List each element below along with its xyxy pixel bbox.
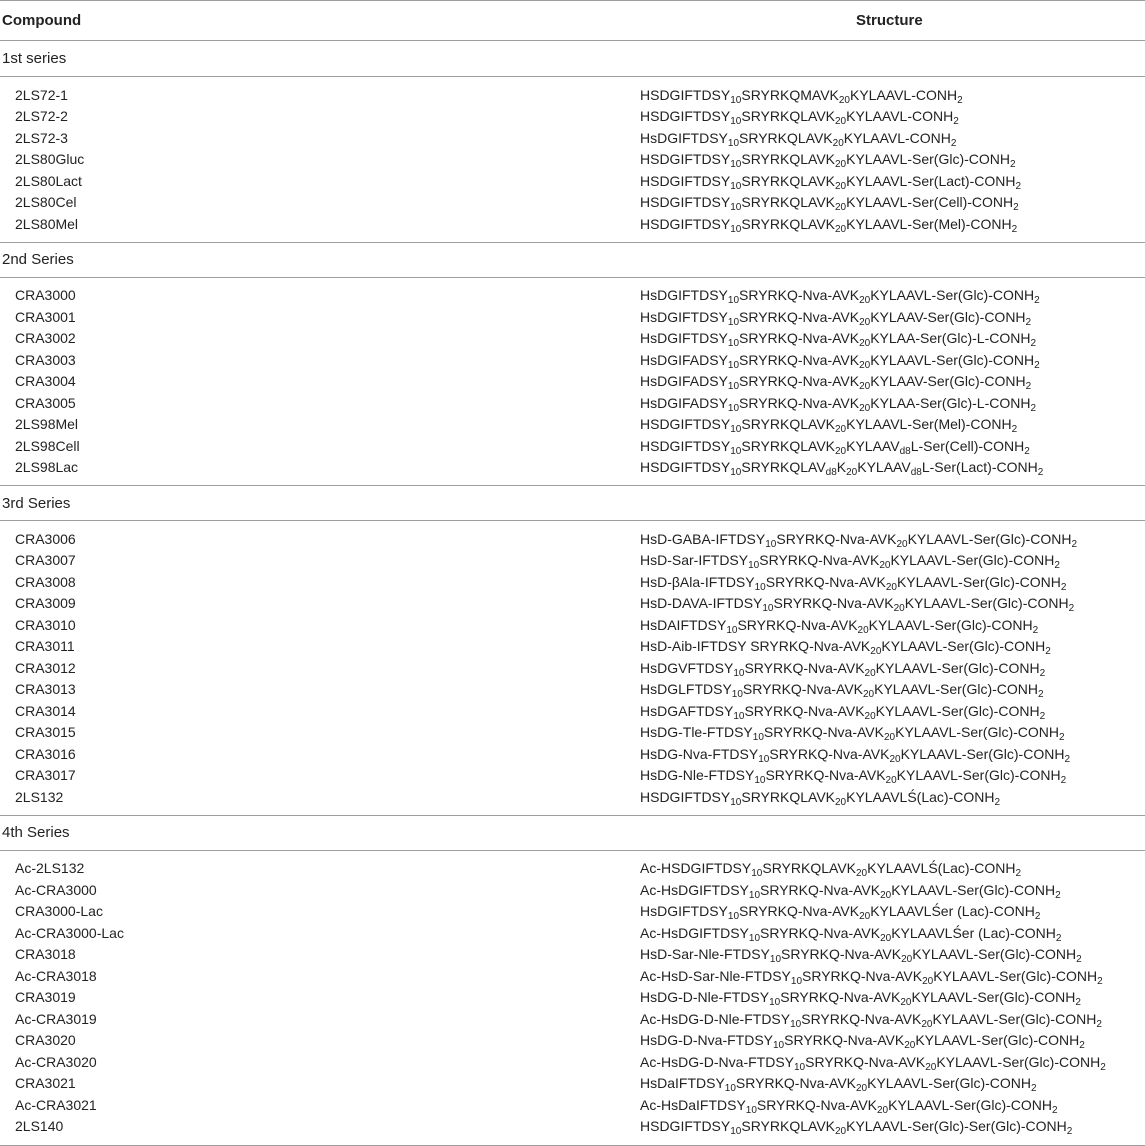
table-row — [0, 192, 1145, 214]
structure-cell: $HSDGIFTDSY_{10}SRYRKQLAVK_{20}KYLAAV_{d8}L-Ser(Cell)-CONH_2$ — [640, 437, 1030, 457]
compound-cell: Ac-2LS132 — [15, 860, 85, 877]
table-row — [0, 306, 1145, 328]
compound-cell: CRA3017 — [15, 767, 76, 784]
compound-cell: CRA3000-Lac — [15, 903, 103, 920]
structure-cell: $Ac-HsDG-D-Nva-FTDSY_{10}SRYRKQ-Nva-AVK_{20}KYLAAVL-Ser(Glc)-CONH_2$ — [640, 1053, 1106, 1073]
series-header-row — [0, 815, 1145, 850]
table-row — [0, 1008, 1145, 1030]
table-row — [0, 127, 1145, 149]
compound-cell: 2LS72-1 — [15, 86, 68, 103]
structure-cell: $Ac-HsDGIFTDSY_{10}SRYRKQ-Nva-AVK_{20}KYLAAVL-Ser(Glc)-CONH_2$ — [640, 881, 1061, 901]
table-row — [0, 414, 1145, 436]
series-spacer — [0, 850, 1145, 858]
compound-cell: CRA3016 — [15, 745, 76, 762]
table-row — [0, 571, 1145, 593]
compound-cell: 2LS80Lact — [15, 172, 82, 189]
structure-cell: HsD-$DAVA-IFTDSY_{10}SRYRKQ-Nva-AVK_{20}KYLAAVL-Ser(Glc)-CONH_2$ — [640, 595, 1075, 615]
structure-cell: HsD-$GABA-IFTDSY_{10}SRYRKQ-Nva-AVK_{20}KYLAAVL-Ser(Glc)-CONH_2$ — [640, 530, 1078, 550]
compound-cell: CRA3010 — [15, 616, 76, 633]
compound-column-header: Compound — [0, 1, 640, 41]
structure-cell: $HSDGIFTDSY_{10}SRYRKQLAV_{d8}K_{20}KYLAAV_{d8}L-Ser(Lact)-CONH_2$ — [640, 459, 1044, 479]
table-row — [0, 328, 1145, 350]
table-row — [0, 679, 1145, 701]
structure-cell: $HsDGIFADSY_{10}SRYRKQ-Nva-AVK_{20}KYLAAV-Ser(Glc)-CONH_2$ — [640, 373, 1032, 393]
compound-cell: 2LS72-2 — [15, 108, 68, 125]
compound-cell: CRA3005 — [15, 394, 76, 411]
table-row — [0, 213, 1145, 235]
structure-cell: $Ac-HSDGIFTDSY_{10}SRYRKQLAVK_{20}KYLAAVLŚ(Lac)-CONH_2$ — [640, 860, 1022, 880]
series-header-row — [0, 41, 1145, 77]
compound-cell: 2LS80Mel — [15, 215, 79, 232]
structure-cell: $Ac-HsDG-D-Nle-FTDSY_{10}SRYRKQ-Nva-AVK_{20}KYLAAVL-Ser(Glc)-CONH_2$ — [640, 1010, 1102, 1030]
structure-cell: $HsDGVFTDSY_{10}SRYRKQ-Nva-AVK_{20}KYLAAVL-Ser(Glc)-CONH_2$ — [640, 659, 1046, 679]
table-row — [0, 371, 1145, 393]
compound-cell: Ac-CRA3020 — [15, 1053, 97, 1070]
structure-cell: $HSDGIFTDSY_{10}SRYRKQLAVK_{20}KYLAAVL-CONH_2$ — [640, 108, 959, 128]
structure-cell: $HsDGIFADSY_{10}SRYRKQ-Nva-AVK_{20}KYLAAVL-Ser(Glc)-CONH_2$ — [640, 351, 1040, 371]
structure-cell: $HSDGIFTDSY_{10}SRYRKQLAVK_{20}KYLAAVL-Ser(Mel)-CONH_2$ — [640, 416, 1018, 436]
table-row — [0, 457, 1145, 479]
table-row — [0, 765, 1145, 787]
table-row — [0, 1051, 1145, 1073]
compound-cell: CRA3012 — [15, 659, 76, 676]
compound-cell: CRA3020 — [15, 1032, 76, 1049]
table-row — [0, 922, 1145, 944]
table-row — [0, 965, 1145, 987]
table-row — [0, 1094, 1145, 1116]
structure-cell: HsD-$Sar-IFTDSY_{10}SRYRKQ-Nva-AVK_{20}KYLAAVL-Ser(Glc)-CONH_2$ — [640, 552, 1060, 572]
compound-cell: 2LS140 — [15, 1118, 64, 1135]
compound-cell: CRA3019 — [15, 989, 76, 1006]
table-row — [0, 550, 1145, 572]
table-row — [0, 593, 1145, 615]
structure-cell: $HSDGIFTDSY_{10}SRYRKQLAVK_{20}KYLAAVL-Ser(Cell)-CONH_2$ — [640, 194, 1019, 214]
table-row — [0, 1030, 1145, 1052]
structure-cell: $HSDGIFTDSY_{10}SRYRKQLAVK_{20}KYLAAVL-Ser(Lact)-CONH_2$ — [640, 172, 1022, 192]
series-header-row — [0, 486, 1145, 521]
structure-cell: $HsDGIFTDSY_{10}SRYRKQ-Nva-AVK_{20}KYLAAV-Ser(Glc)-CONH_2$ — [640, 308, 1032, 328]
structure-cell: $HsDGIFTDSY_{10}SRYRKQ-Nva-AVK_{20}KYLAA-Ser(Glc)-L-CONH_2$ — [640, 330, 1037, 350]
structure-cell: $HSDGIFTDSY_{10}SRYRKQLAVK_{20}KYLAAVL-Ser(Mel)-CONH_2$ — [640, 215, 1018, 235]
table-row — [0, 349, 1145, 371]
table-row — [0, 901, 1145, 923]
compound-cell: 2LS98Cell — [15, 437, 80, 454]
series-header-row — [0, 242, 1145, 277]
structure-cell: $HSDGIFTDSY_{10}SRYRKQLAVK_{20}KYLAAVL-Ser(Glc)-CONH_2$ — [640, 151, 1016, 171]
compound-cell: CRA3001 — [15, 308, 76, 325]
table-row — [0, 614, 1145, 636]
series-spacer — [0, 808, 1145, 816]
table-row — [0, 1073, 1145, 1095]
compound-cell: CRA3006 — [15, 530, 76, 547]
table-row — [0, 170, 1145, 192]
compound-cell: CRA3004 — [15, 373, 76, 390]
structure-cell: $HsDGLFTDSY_{10}SRYRKQ-Nva-AVK_{20}KYLAAVL-Ser(Glc)-CONH_2$ — [640, 681, 1044, 701]
table-row — [0, 858, 1145, 880]
series-spacer — [0, 235, 1145, 243]
table-row — [0, 149, 1145, 171]
header-row — [0, 1, 1145, 41]
structure-cell: $HsDGIFTDSY_{10}SRYRKQLAVK_{20}KYLAAVL-CONH_2$ — [640, 129, 957, 149]
structure-cell: HsD-Aib-IFTDSY SRYRKQ-$Nva-AVK_{20}KYLAAVL-Ser(Glc)-CONH_2$ — [640, 638, 1051, 658]
compound-cell: CRA3007 — [15, 552, 76, 569]
series-label: 2nd Series — [0, 242, 1145, 277]
compound-cell: 2LS80Cel — [15, 194, 77, 211]
series-label: 3rd Series — [0, 486, 1145, 521]
compound-cell: CRA3009 — [15, 595, 76, 612]
compound-cell: Ac-CRA3021 — [15, 1096, 97, 1113]
table-row — [0, 528, 1145, 550]
structure-cell: HsD-$Sar-Nle-FTDSY_{10}SRYRKQ-Nva-AVK_{20}KYLAAVL-Ser(Glc)-CONH_2$ — [640, 946, 1082, 966]
compound-cell: CRA3011 — [15, 638, 75, 655]
structure-cell: $Ac-HsDaIFTDSY_{10}SRYRKQ-Nva-AVK_{20}KYLAAVL-Ser(Glc)-CONH_2$ — [640, 1096, 1058, 1116]
series-spacer — [0, 521, 1145, 529]
structure-cell: HsD-$\beta Ala-IFTDSY_{10}SRYRKQ-Nva-AVK_{20}KYLAAVL-Ser(Glc)-CONH_2$ — [640, 573, 1067, 593]
structure-cell: HsDG-$D-Nle-FTDSY_{10}SRYRKQ-Nva-AVK_{20}KYLAAVL-Ser(Glc)-CONH_2$ — [640, 989, 1081, 1009]
compound-cell: CRA3002 — [15, 330, 76, 347]
structure-cell: $HSDGIFTDSY_{10}SRYRKQLAVK_{20}KYLAAVL-Ser(Glc)-Ser(Glc)-CONH_2$ — [640, 1118, 1073, 1138]
table-row — [0, 435, 1145, 457]
structure-cell: $HsDGAFTDSY_{10}SRYRKQ-Nva-AVK_{20}KYLAAVL-Ser(Glc)-CONH_2$ — [640, 702, 1046, 722]
structure-cell: $HsDGIFTDSY_{10}SRYRKQ-Nva-AVK_{20}KYLAAVL-Ser(Glc)-CONH_2$ — [640, 287, 1040, 307]
table-row — [0, 636, 1145, 658]
table-row — [0, 743, 1145, 765]
series-spacer — [0, 277, 1145, 285]
compound-cell: CRA3014 — [15, 702, 76, 719]
table-row — [0, 1116, 1145, 1138]
structure-cell: $HsDGIFTDSY_{10}SRYRKQ-Nva-AVK_{20}KYLAAVLŚer$ $(Lac)-CONH_2$ — [640, 903, 1041, 923]
compound-cell: 2LS98Mel — [15, 416, 79, 433]
table-row — [0, 987, 1145, 1009]
structure-cell: $HsDaIFTDSY_{10}SRYRKQ-Nva-AVK_{20}KYLAAVL-Ser(Glc)-CONH_2$ — [640, 1075, 1037, 1095]
table-row — [0, 84, 1145, 106]
table-row — [0, 944, 1145, 966]
table-row — [0, 106, 1145, 128]
compound-cell: CRA3000 — [15, 287, 76, 304]
structure-column-header: Structure — [640, 1, 1145, 41]
compound-cell: 2LS80Gluc — [15, 151, 85, 168]
compound-cell: CRA3018 — [15, 946, 76, 963]
structure-cell: HsDG-$Tle-FTDSY_{10}SRYRKQ-Nva-AVK_{20}KYLAAVL-Ser(Glc)-CONH_2$ — [640, 724, 1065, 744]
structure-cell: $Ac-HsD-Sar-Nle-FTDSY_{10}SRYRKQ-Nva-AVK_{20}KYLAAVL-Ser(Glc)-CONH_2$ — [640, 967, 1103, 987]
compound-cell: 2LS98Lac — [15, 459, 79, 476]
series-label: 1st series — [0, 41, 1145, 77]
series-spacer — [0, 1137, 1145, 1146]
compound-cell: Ac-CRA3018 — [15, 967, 97, 984]
compound-cell: CRA3015 — [15, 724, 76, 741]
structure-cell: HsDG-$Nle-FTDSY_{10}SRYRKQ-Nva-AVK_{20}KYLAAVL-Ser(Glc)-CONH_2$ — [640, 767, 1067, 787]
compound-cell: Ac-CRA3000-Lac — [15, 924, 124, 941]
compound-cell: CRA3021 — [15, 1075, 76, 1092]
table-row — [0, 392, 1145, 414]
table-row — [0, 786, 1145, 808]
series-spacer — [0, 478, 1145, 486]
structure-cell: HsDG-$D-Nva-FTDSY_{10}SRYRKQ-Nva-AVK_{20}KYLAAVL-Ser(Glc)-CONH_2$ — [640, 1032, 1085, 1052]
table-body — [0, 41, 1145, 1146]
table-row — [0, 285, 1145, 307]
table-row — [0, 657, 1145, 679]
compound-cell: 2LS132 — [15, 788, 64, 805]
structure-cell: $HsDGIFADSY_{10}SRYRKQ-Nva-AVK_{20}KYLAA-Ser(Glc)-L-CONH_2$ — [640, 394, 1037, 414]
compound-cell: Ac-CRA3019 — [15, 1010, 97, 1027]
structure-cell: $HSDGIFTDSY_{10}SRYRKQMAVK_{20}KYLAAVL-CONH_2$ — [640, 86, 963, 106]
table-row — [0, 700, 1145, 722]
compound-cell: 2LS72-3 — [15, 129, 68, 146]
compound-cell: CRA3008 — [15, 573, 76, 590]
structure-cell: $Ac-HsDGIFTDSY_{10}SRYRKQ-Nva-AVK_{20}KYLAAVLŚer$ $(Lac)-CONH_2$ — [640, 924, 1062, 944]
series-spacer — [0, 77, 1145, 85]
structure-cell: $HsDAIFTDSY_{10}SRYRKQ-Nva-AVK_{20}KYLAAVL-Ser(Glc)-CONH_2$ — [640, 616, 1039, 636]
structure-cell: $HSDGIFTDSY_{10}SRYRKQLAVK_{20}KYLAAVLŚ(Lac)-CONH_2$ — [640, 788, 1001, 808]
compound-cell: CRA3013 — [15, 681, 76, 698]
structure-cell: HsDG-$Nva-FTDSY_{10}SRYRKQ-Nva-AVK_{20}KYLAAVL-Ser(Glc)-CONH_2$ — [640, 745, 1071, 765]
compound-cell: Ac-CRA3000 — [15, 881, 97, 898]
table-row — [0, 722, 1145, 744]
series-label: 4th Series — [0, 815, 1145, 850]
table-row — [0, 879, 1145, 901]
compound-cell: CRA3003 — [15, 351, 76, 368]
